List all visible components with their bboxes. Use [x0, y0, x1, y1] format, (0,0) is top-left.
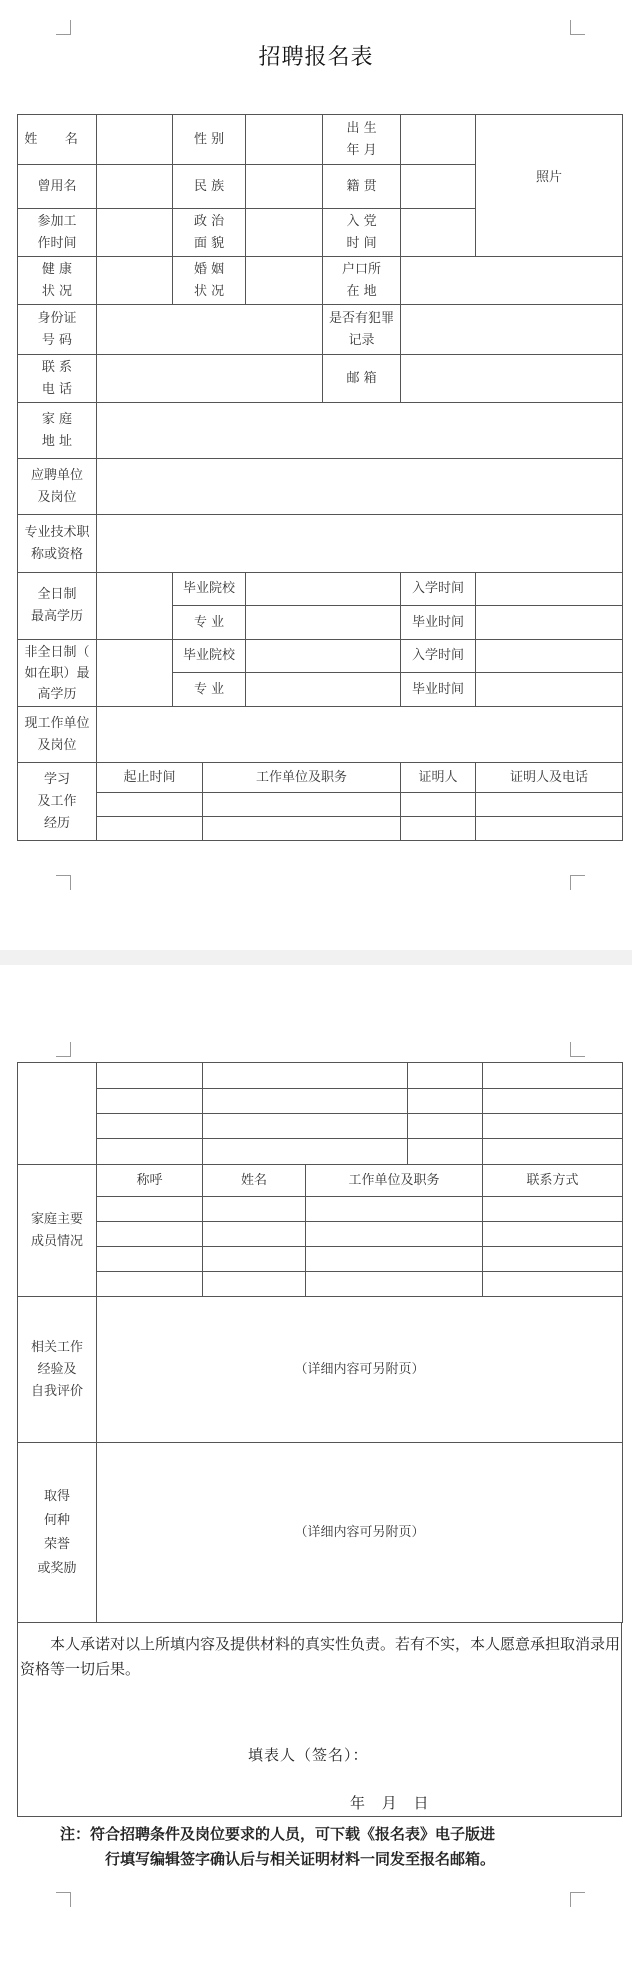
signature-date[interactable]: 年 月 日 — [350, 1794, 435, 1812]
history-cell[interactable] — [408, 1139, 483, 1165]
history-cell[interactable] — [401, 793, 476, 817]
field-parttime-education[interactable] — [97, 640, 173, 707]
field-parttime-major[interactable] — [246, 673, 401, 707]
field-hukou[interactable] — [401, 257, 623, 305]
field-professional-title[interactable] — [97, 515, 623, 573]
label-home-address: 家 庭 地 址 — [18, 403, 97, 459]
page-1 — [0, 0, 632, 950]
registration-form-table — [17, 114, 623, 841]
label-birth: 出 生 年 月 — [323, 115, 401, 165]
col-header-referee: 证明人 — [401, 763, 476, 793]
corner-mark — [56, 875, 71, 890]
history-cell[interactable] — [203, 1114, 408, 1139]
field-fulltime-enroll[interactable] — [476, 573, 623, 606]
family-cell[interactable] — [306, 1247, 483, 1272]
col-header-contact: 联系方式 — [483, 1165, 623, 1197]
label-hukou: 户口所 在 地 — [323, 257, 401, 305]
label-ethnicity: 民 族 — [173, 165, 246, 209]
family-cell[interactable] — [483, 1197, 623, 1222]
pledge-statement: 本人承诺对以上所填内容及提供材料的真实性负责。若有不实，本人愿意承担取消录用资格等一切后果。 — [20, 1635, 621, 1678]
field-birth[interactable] — [401, 115, 476, 165]
field-applied-position[interactable] — [97, 459, 623, 515]
label-marital: 婚 姻 状 况 — [173, 257, 246, 305]
history-cell[interactable] — [97, 1139, 203, 1165]
label-school: 毕业院校 — [173, 573, 246, 606]
label-major: 专 业 — [173, 673, 246, 707]
field-email[interactable] — [401, 355, 623, 403]
label-family-members: 家庭主要 成员情况 — [18, 1165, 97, 1297]
history-cell[interactable] — [203, 793, 401, 817]
field-phone[interactable] — [97, 355, 323, 403]
col-header-name: 姓名 — [203, 1165, 306, 1197]
label-former-name: 曾用名 — [18, 165, 97, 209]
history-cell[interactable] — [97, 1089, 203, 1114]
field-parttime-graduate[interactable] — [476, 673, 623, 707]
family-cell[interactable] — [483, 1247, 623, 1272]
label-email: 邮 箱 — [323, 355, 401, 403]
history-cell[interactable] — [97, 793, 203, 817]
field-ethnicity[interactable] — [246, 165, 323, 209]
family-cell[interactable] — [203, 1272, 306, 1297]
col-header-relation: 称呼 — [97, 1165, 203, 1197]
corner-mark — [570, 20, 585, 35]
field-fulltime-education[interactable] — [97, 573, 173, 640]
family-cell[interactable] — [97, 1247, 203, 1272]
label-health: 健 康 状 况 — [18, 257, 97, 305]
label-school: 毕业院校 — [173, 640, 246, 673]
field-fulltime-graduate[interactable] — [476, 606, 623, 640]
field-experience-self-evaluation[interactable] — [97, 1297, 623, 1443]
label-name: 姓 名 — [18, 115, 97, 165]
history-continuation-label — [18, 1063, 97, 1165]
label-experience-self-evaluation: 相关工作 经验及 自我评价 — [18, 1297, 97, 1443]
history-cell[interactable] — [476, 793, 623, 817]
footnote — [60, 1822, 580, 1872]
family-cell[interactable] — [203, 1197, 306, 1222]
field-parttime-school[interactable] — [246, 640, 401, 673]
label-graduate-date: 毕业时间 — [401, 606, 476, 640]
history-cell[interactable] — [203, 1089, 408, 1114]
attachment-note: （详细内容可另附页） — [294, 1524, 425, 1540]
label-parttime-education: 非全日制（ 如在职）最 高学历 — [18, 640, 97, 707]
field-native-place[interactable] — [401, 165, 476, 209]
history-cell[interactable] — [476, 817, 623, 841]
history-cell[interactable] — [483, 1063, 623, 1089]
label-criminal-record: 是否有犯罪 记录 — [323, 305, 401, 355]
history-cell[interactable] — [408, 1089, 483, 1114]
label-applied-position: 应聘单位 及岗位 — [18, 459, 97, 515]
footnote-line-2: 行填写编辑签字确认后与相关证明材料一同发至报名邮箱。 — [105, 1850, 496, 1868]
label-major: 专 业 — [173, 606, 246, 640]
field-political[interactable] — [246, 209, 323, 257]
label-party-date: 入 党 时 间 — [323, 209, 401, 257]
label-graduate-date: 毕业时间 — [401, 673, 476, 707]
label-honors-awards: 取得 何种 荣誉 或奖励 — [18, 1443, 97, 1623]
family-cell[interactable] — [97, 1197, 203, 1222]
col-header-referee-phone: 证明人及电话 — [476, 763, 623, 793]
field-home-address[interactable] — [97, 403, 623, 459]
corner-mark — [570, 875, 585, 890]
history-cell[interactable] — [97, 1063, 203, 1089]
label-professional-title: 专业技术职 称或资格 — [18, 515, 97, 573]
label-gender: 性 别 — [173, 115, 246, 165]
history-cell[interactable] — [203, 817, 401, 841]
field-fulltime-school[interactable] — [246, 573, 401, 606]
family-cell[interactable] — [306, 1272, 483, 1297]
family-cell[interactable] — [203, 1222, 306, 1247]
history-cell[interactable] — [408, 1063, 483, 1089]
history-cell[interactable] — [97, 817, 203, 841]
label-enroll-date: 入学时间 — [401, 640, 476, 673]
history-cell[interactable] — [401, 817, 476, 841]
attachment-note: （详细内容可另附页） — [294, 1361, 425, 1377]
family-cell[interactable] — [306, 1222, 483, 1247]
label-native-place: 籍 贯 — [323, 165, 401, 209]
field-name[interactable] — [97, 115, 173, 165]
field-id-number[interactable] — [97, 305, 323, 355]
history-cell[interactable] — [203, 1063, 408, 1089]
family-cell[interactable] — [483, 1222, 623, 1247]
col-header-employer-position: 工作单位及职务 — [306, 1165, 483, 1197]
signature-label[interactable]: 填表人（签名）： — [248, 1746, 369, 1764]
field-criminal-record[interactable] — [401, 305, 623, 355]
label-study-work-history: 学习 及工作 经历 — [18, 763, 97, 841]
label-enroll-date: 入学时间 — [401, 573, 476, 606]
family-cell[interactable] — [203, 1247, 306, 1272]
experience-honors-table — [17, 1296, 623, 1623]
family-members-table — [17, 1164, 623, 1297]
field-marital[interactable] — [246, 257, 323, 305]
corner-mark — [570, 1042, 585, 1057]
corner-mark — [56, 20, 71, 35]
history-cell[interactable] — [483, 1114, 623, 1139]
label-phone: 联 系 电 话 — [18, 355, 97, 403]
label-political: 政 治 面 貌 — [173, 209, 246, 257]
pledge-box — [17, 1622, 622, 1817]
field-current-employer[interactable] — [97, 707, 623, 763]
label-work-start: 参加工 作时间 — [18, 209, 97, 257]
photo-box[interactable]: 照片 — [476, 115, 623, 257]
field-parttime-enroll[interactable] — [476, 640, 623, 673]
family-cell[interactable] — [97, 1222, 203, 1247]
field-former-name[interactable] — [97, 165, 173, 209]
field-gender[interactable] — [246, 115, 323, 165]
family-cell[interactable] — [306, 1197, 483, 1222]
label-id-number: 身份证 号 码 — [18, 305, 97, 355]
col-header-employer-position: 工作单位及职务 — [203, 763, 401, 793]
history-cell[interactable] — [483, 1139, 623, 1165]
history-cell[interactable] — [203, 1139, 408, 1165]
history-cell[interactable] — [483, 1089, 623, 1114]
family-cell[interactable] — [483, 1272, 623, 1297]
label-fulltime-education: 全日制 最高学历 — [18, 573, 97, 640]
corner-mark — [56, 1892, 71, 1907]
page-title: 招聘报名表 — [258, 45, 374, 70]
corner-mark — [56, 1042, 71, 1057]
field-party-date[interactable] — [401, 209, 476, 257]
col-header-period: 起止时间 — [97, 763, 203, 793]
history-cell[interactable] — [408, 1114, 483, 1139]
family-cell[interactable] — [97, 1272, 203, 1297]
field-honors-awards[interactable] — [97, 1443, 623, 1623]
corner-mark — [570, 1892, 585, 1907]
field-fulltime-major[interactable] — [246, 606, 401, 640]
history-continuation-table — [17, 1062, 623, 1165]
footnote-line-1: 注：符合招聘条件及岗位要求的人员，可下载《报名表》电子版进 — [60, 1825, 496, 1843]
label-current-employer: 现工作单位 及岗位 — [18, 707, 97, 763]
history-cell[interactable] — [97, 1114, 203, 1139]
field-health[interactable] — [97, 257, 173, 305]
field-work-start[interactable] — [97, 209, 173, 257]
